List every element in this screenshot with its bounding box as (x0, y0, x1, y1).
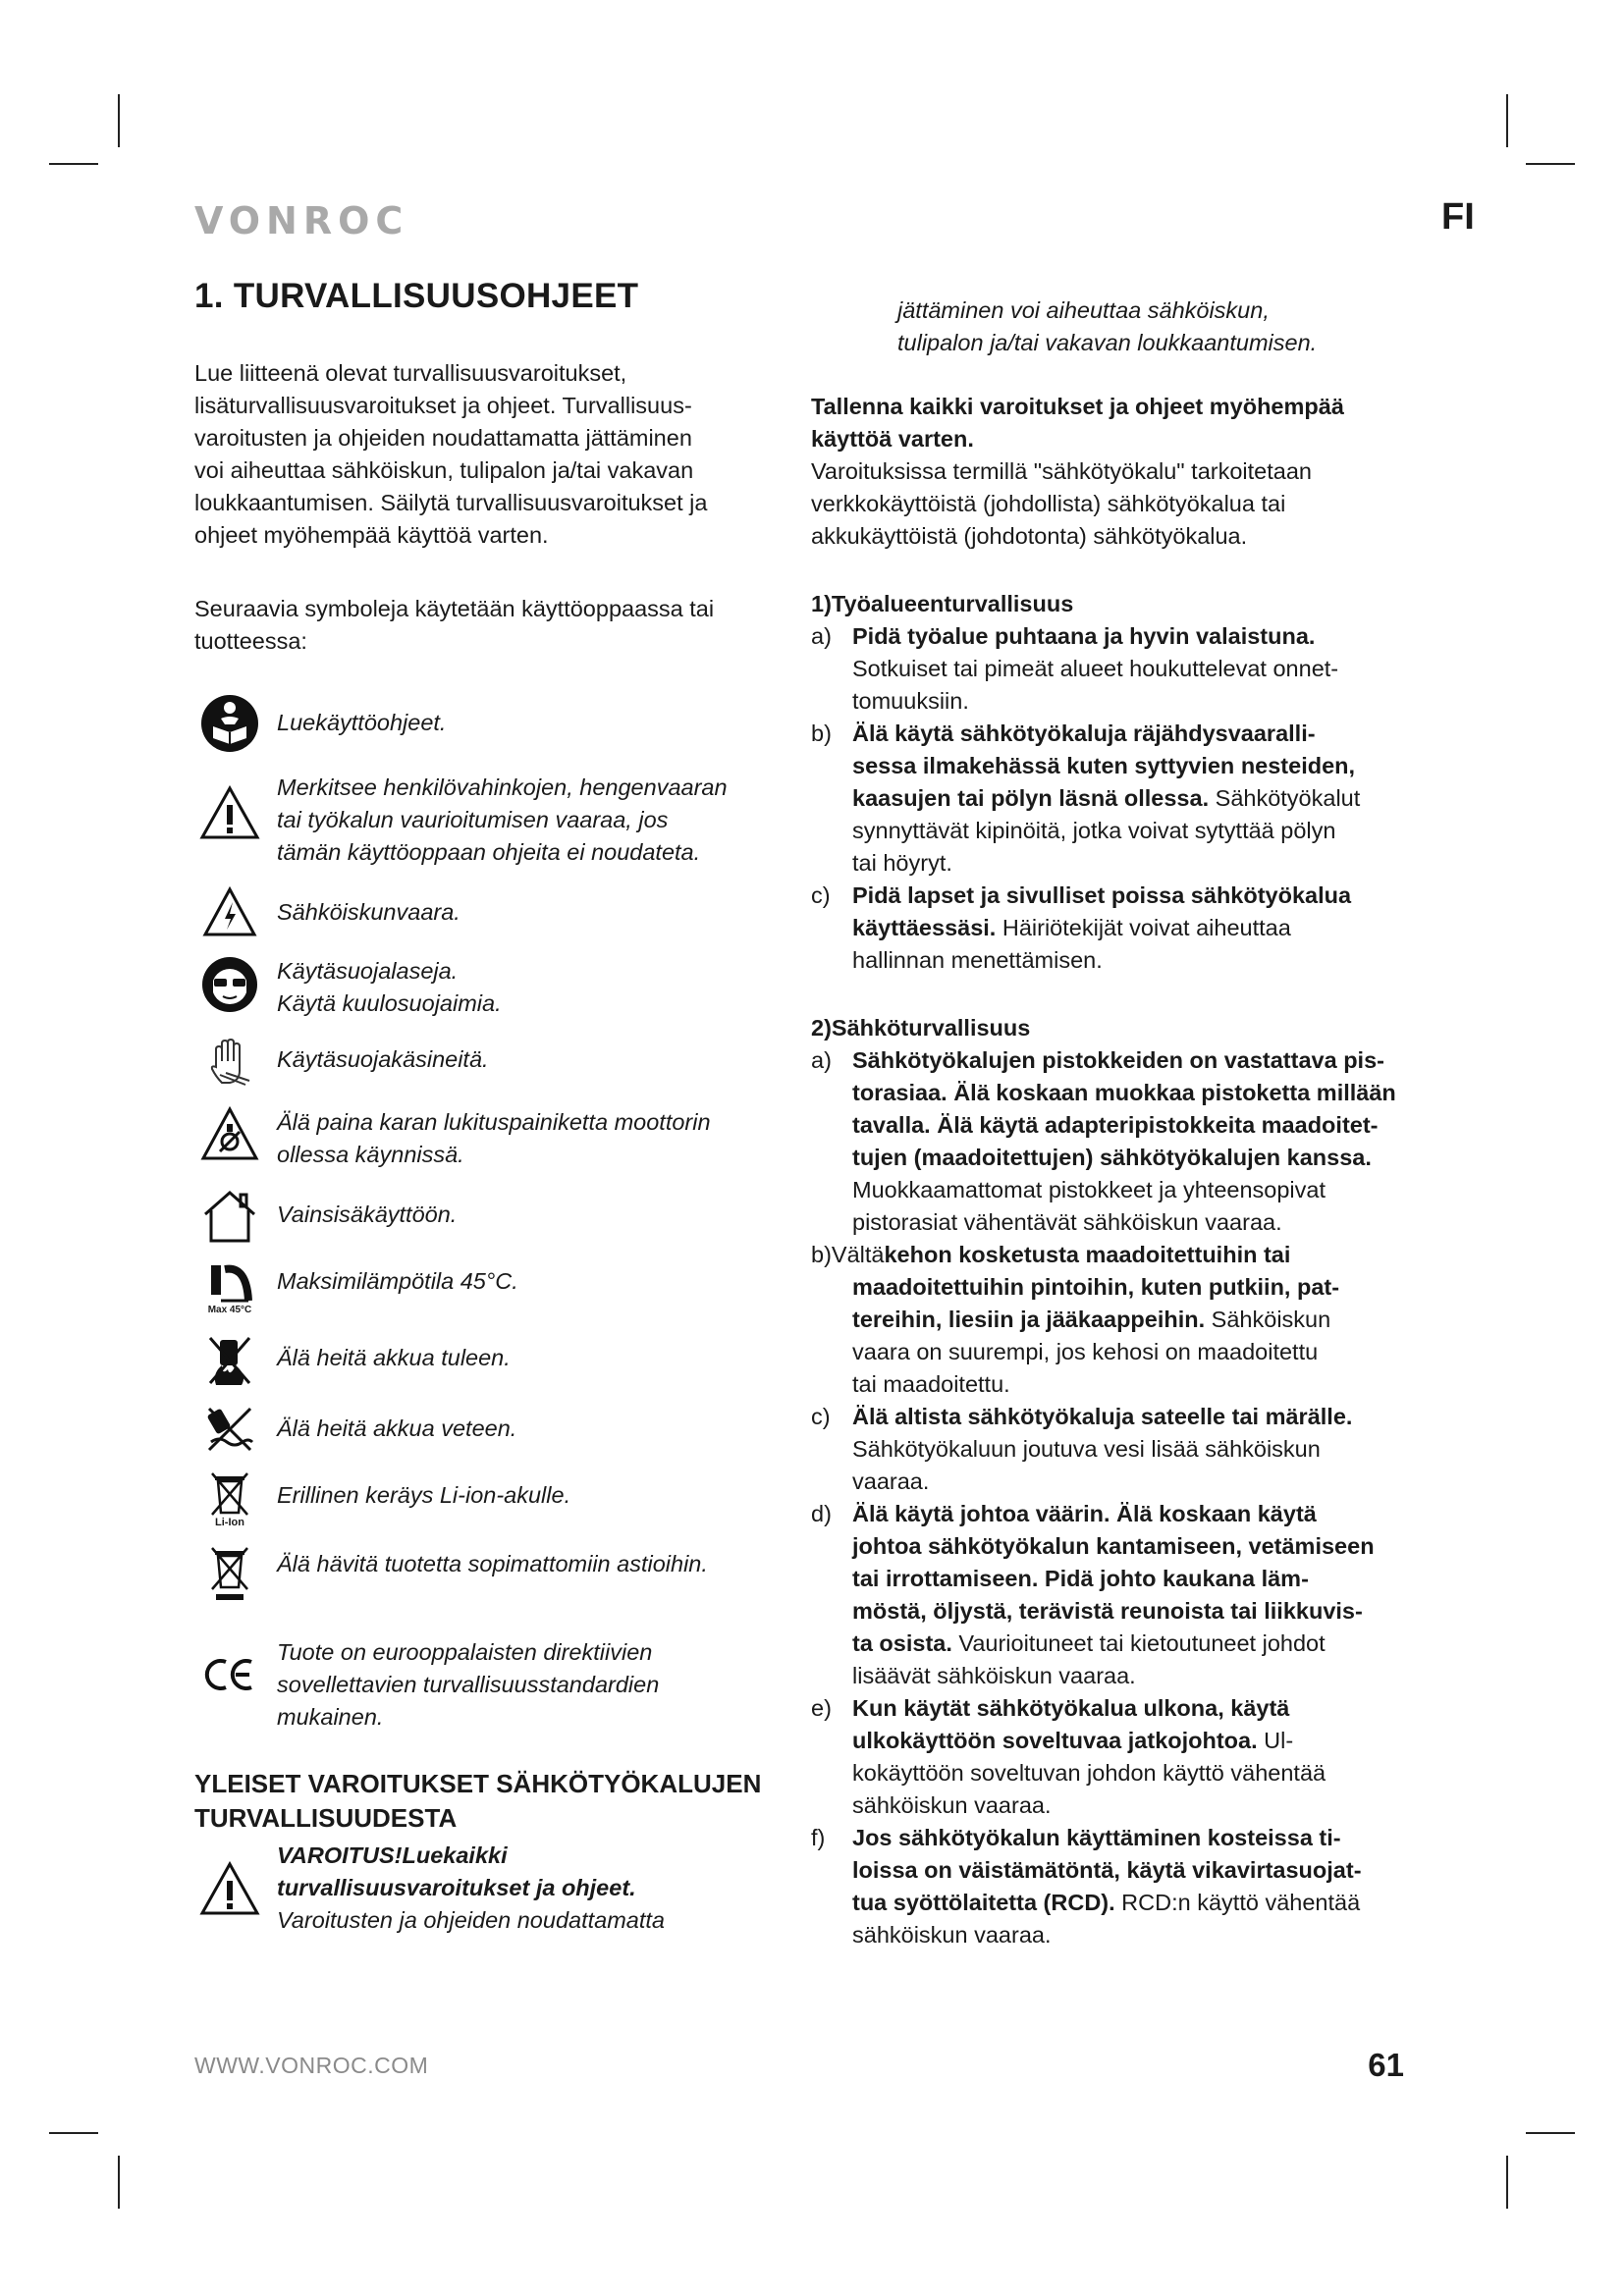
crop-mark (118, 94, 120, 147)
list-item: c) Älä altista sähkötyökaluja sateelle tai märälle. Sähkötyökaluun joutuva vesi lisää sähköiskun vaaraa. (811, 1404, 1353, 1494)
left-column (194, 277, 795, 1937)
list-item: a) Sähkötyökalujen pistokkeiden on vastattava pis- torasiaa. Älä koskaan muokkaa pistoketta millään tavalla. Älä käytä adapteripistokkeita maadoitet- tujen (maadoitettujen) sähkötyökalujen kanssa. Muokkaamattomat pistokkeet ja yhteensopivat pistorasiat vähentävät sähköiskun vaaraa. (811, 1047, 1396, 1235)
symbol-row: Vainsisäkäyttöön. (194, 1189, 795, 1244)
weee-bin-icon (194, 1546, 265, 1601)
symbol-row: Älä heitä akkua tuleen. (194, 1334, 795, 1387)
list-item: f) Jos sähkötyökalun käyttäminen kosteissa ti- loissa on väistämätöntä, käytä vikavirtasuojat- tua syöttölaitetta (RCD). RCD:n käyttö vähentää sähköiskun vaaraa. (811, 1825, 1362, 1948)
warning-triangle-icon (194, 772, 265, 840)
ce-mark-icon (194, 1636, 265, 1691)
list-item: b)Vältäkehon kosketusta maadoitettuihin tai maadoitettuihin pintoihin, kuten putkiin, pat- tereihin, liesiin ja jääkaappeihin. Sähköiskun vaara on suurempi, jos kehosi on maadoitettu tai maadoitettu. (811, 1242, 1340, 1397)
page-number: 61 (1368, 2047, 1404, 2083)
symbol-row: Tuote on eurooppalaisten direktiivien sovellettavien turvallisuusstandardien mukainen. (194, 1636, 795, 1734)
crop-mark (1526, 2132, 1575, 2134)
crop-mark (1506, 2156, 1508, 2209)
no-fire-icon (194, 1334, 265, 1387)
brand-logo: VONROC (194, 199, 409, 242)
li-ion-recycling-icon: Li-Ion (194, 1471, 265, 1528)
no-water-icon (194, 1405, 265, 1454)
list-item: a) Pidä työalue puhtaana ja hyvin valaistuna. Sotkuiset tai pimeät alueet houkuttelevat onnet- tomuuksiin. (811, 623, 1339, 714)
crop-mark (1526, 163, 1575, 165)
symbol-row: Max 45°C Maksimilämpötila 45°C. (194, 1261, 795, 1316)
crop-mark (118, 2156, 120, 2209)
electrical-safety-heading: 2)Sähköturvallisuus (811, 1015, 1031, 1041)
list-item: d) Älä käytä johtoa väärin. Älä koskaan käytä johtoa sähkötyökalun kantamiseen, vetämiseen tai irrottamiseen. Pidä johto kaukana läm- möstä, öljystä, terävistä reunoista tai liikkuvis- ta osista. Vaurioituneet tai kietoutuneet johdot lisäävät sähköiskun vaaraa. (811, 1501, 1375, 1688)
electric-shock-icon (194, 886, 265, 937)
crop-mark (1506, 94, 1508, 147)
symbol-row: Älä paina karan lukituspainiketta moottorin ollessa käynnissä. (194, 1106, 795, 1171)
symbol-row: Käytäsuojakäsineitä. (194, 1038, 795, 1089)
symbol-row: Merkitsee henkilövahinkojen, hengenvaaran tai työkalun vaurioitumisen vaaraa, jos tämän käyttöoppaan ohjeita ei noudateta. (194, 772, 795, 869)
crop-mark (49, 2132, 98, 2134)
lock-button-warning-icon (194, 1106, 265, 1163)
work-area-heading: 1)Työalueenturvallisuus (811, 591, 1074, 616)
list-item: b) Älä käytä sähkötyökaluja räjähdysvaaralli- sessa ilmakehässä kuten syttyvien nesteiden, kaasujen tai pölyn läsnä ollessa. Sähkötyökalut synnyttävät kipinöitä, jotka voivat sytyttää pölyn tai höyryt. (811, 721, 1361, 876)
list-item: c) Pidä lapset ja sivulliset poissa sähkötyökalua käyttäessäsi. Häiriötekijät voivat aiheuttaa hallinnan menettämisen. (811, 882, 1352, 973)
symbol-row: Älä hävitä tuotetta sopimattomiin astioihin. (194, 1546, 795, 1601)
symbol-row: Sähköiskunvaara. (194, 886, 795, 937)
warning-continuation: jättäminen voi aiheuttaa sähköiskun, tulipalon ja/tai vakavan loukkaantumisen. (897, 297, 1318, 355)
symbol-row: Li-Ion Erillinen keräys Li-ion-akulle. (194, 1471, 795, 1528)
symbol-row: Luekäyttöohjeet. (194, 693, 795, 754)
page-title: 1. TURVALLISUUSOHJEET (194, 277, 639, 315)
intro-paragraph: Lue liitteenä olevat turvallisuusvaroitukset, lisäturvallisuusvaroitukset ja ohjeet. Turvallisuus- varoitusten ja ohjeiden noudattamatta jättäminen voi aiheuttaa sähköiskun, tulipalon ja/tai vakavan loukkaantumisen. Säilytä turvallisuusvaroitukset ja ohjeet myöhempää käyttöä varten. (194, 360, 708, 548)
warning-triangle-icon (194, 1840, 265, 1937)
safety-glasses-ear-protection-icon (194, 955, 265, 1014)
crop-mark (49, 163, 98, 165)
indoor-use-icon (194, 1189, 265, 1244)
read-manual-icon (194, 693, 265, 754)
warning-block: VAROITUS!Luekaikki turvallisuusvaroitukset ja ohjeet. Varoitusten ja ohjeiden noudattamatta (194, 1840, 795, 1937)
website-url: WWW.VONROC.COM (194, 2053, 429, 2078)
general-warnings-heading: YLEISET VAROITUKSET SÄHKÖTYÖKALUJEN TURVALLISUUDESTA (194, 1769, 762, 1833)
save-instructions-heading: Tallenna kaikki varoitukset ja ohjeet myöhempää käyttöä varten. (811, 394, 1344, 452)
symbol-row: Käytäsuojalaseja. Käytä kuulosuojaimia. (194, 955, 795, 1020)
list-item: e) Kun käytät sähkötyökalua ulkona, käytä ulkokäyttöön soveltuvaa jatkojohtoa. Ul- kokäyttöön soveltuvan johdon käyttö vähentää sähköiskun vaaraa. (811, 1695, 1326, 1818)
symbol-row: Älä heitä akkua veteen. (194, 1405, 795, 1454)
language-code: FI (1441, 196, 1475, 238)
right-column (811, 294, 1412, 1951)
power-tool-definition: Varoituksissa termillä "sähkötyökalu" tarkoitetaan verkkokäyttöistä (johdollista) sähkötyökalua tai akkukäyttöistä (johdotonta) sähkötyökalua. (811, 458, 1312, 549)
max-temperature-icon: Max 45°C (194, 1261, 265, 1316)
safety-gloves-icon (194, 1038, 265, 1089)
symbols-intro: Seuraavia symboleja käytetään käyttöoppaassa tai tuotteessa: (194, 596, 715, 654)
